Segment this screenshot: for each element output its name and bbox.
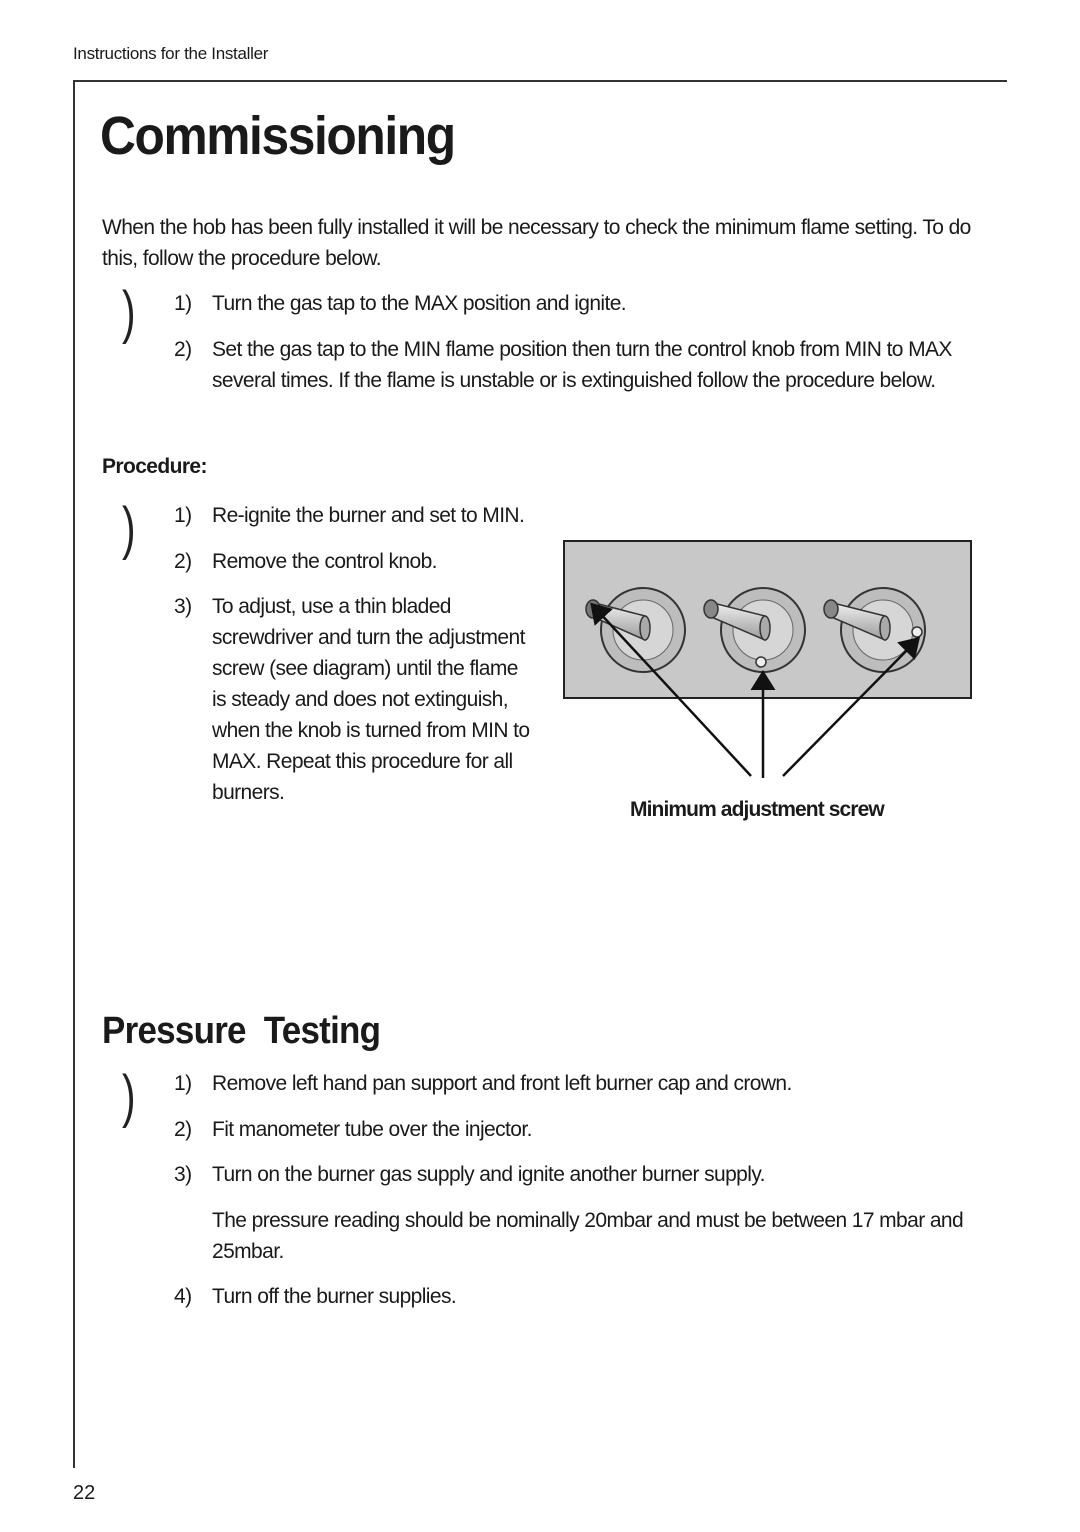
step-number: 1) bbox=[174, 1072, 192, 1095]
step-number: 2) bbox=[174, 550, 192, 573]
list-item bbox=[174, 591, 544, 808]
step-text: Set the gas tap to the MIN flame position then turn the control knob from MIN to MAX several times. If the flame is unstable or is extinguished follow the procedure below. bbox=[212, 338, 952, 392]
list-item bbox=[174, 1068, 984, 1099]
step-text: Remove left hand pan support and front left burner cap and crown. bbox=[212, 1072, 792, 1095]
step-number: 1) bbox=[174, 504, 192, 527]
section-title: Pressure Testing bbox=[102, 1010, 381, 1052]
header-rule bbox=[73, 80, 1007, 82]
pressure-note: The pressure reading should be nominally 20mbar and must be between 17 mbar and 25mbar. bbox=[212, 1209, 964, 1263]
note-bracket-icon: ) bbox=[122, 280, 136, 345]
page-title: Commissioning bbox=[100, 106, 455, 166]
step-number: 2) bbox=[174, 1118, 192, 1141]
step-text: Re-ignite the burner and set to MIN. bbox=[212, 504, 525, 527]
list-item bbox=[174, 334, 984, 396]
list-item bbox=[174, 288, 984, 319]
step-number: 3) bbox=[174, 1163, 192, 1186]
step-text: Fit manometer tube over the injector. bbox=[212, 1118, 532, 1141]
margin-rule bbox=[73, 80, 75, 1468]
note-bracket-icon: ) bbox=[122, 1064, 136, 1129]
running-header: Instructions for the Installer bbox=[73, 44, 269, 63]
list-item bbox=[174, 500, 544, 531]
page-number: 22 bbox=[73, 1482, 96, 1504]
adjustment-screw-icon bbox=[756, 657, 766, 667]
step-text: Turn the gas tap to the MAX position and ignite. bbox=[212, 292, 627, 315]
step-text: Turn on the burner gas supply and ignite another burner supply. bbox=[212, 1163, 765, 1186]
step-text: Remove the control knob. bbox=[212, 550, 437, 573]
step-number: 1) bbox=[174, 292, 192, 315]
step-text: To adjust, use a thin bladed screwdriver and turn the adjustment screw (see diagram) until the flame is steady and does not extinguish, when the knob is turned from MIN to MAX. Repeat this procedure for all burners. bbox=[212, 595, 530, 804]
procedure-heading: Procedure: bbox=[102, 455, 207, 478]
list-item bbox=[174, 546, 544, 577]
step-text: Turn off the burner supplies. bbox=[212, 1285, 457, 1308]
step-number: 2) bbox=[174, 338, 192, 361]
list-item bbox=[174, 1281, 984, 1312]
step-number: 3) bbox=[174, 595, 192, 618]
adjustment-screw-icon bbox=[912, 627, 922, 637]
figure-caption: Minimum adjustment screw bbox=[630, 798, 884, 821]
intro-paragraph: When the hob has been fully installed it will be necessary to check the minimum flame setting. To do this, follow the procedure below. bbox=[102, 216, 971, 270]
list-item bbox=[174, 1159, 984, 1190]
adjustment-screw-diagram bbox=[563, 540, 973, 830]
list-item bbox=[174, 1114, 984, 1145]
step-number: 4) bbox=[174, 1285, 192, 1308]
note-bracket-icon: ) bbox=[122, 496, 136, 561]
